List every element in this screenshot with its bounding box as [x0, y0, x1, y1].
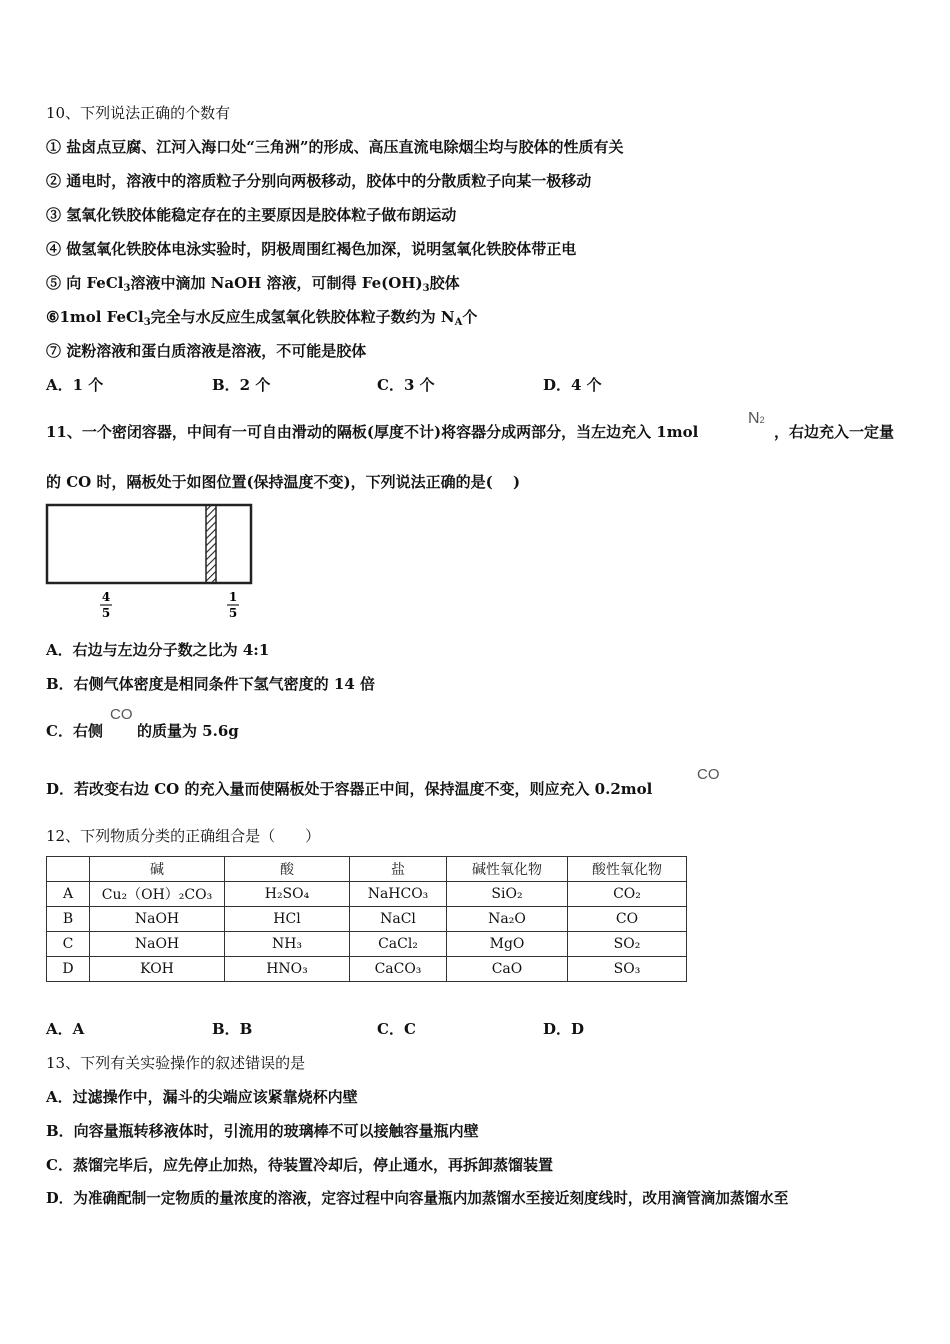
n2-subscript: 2: [759, 415, 765, 425]
header-cell: 酸性氧化物: [568, 857, 687, 882]
cell-salt: NaHCO₃: [350, 882, 447, 907]
cell-base: NaOH: [90, 932, 225, 957]
q10-s6-sub: 3: [143, 317, 151, 328]
cell-salt: CaCO₃: [350, 957, 447, 982]
q12-option-d[interactable]: D．D: [543, 1020, 585, 1038]
q11-option-c[interactable]: [46, 721, 239, 741]
q10-option-c[interactable]: C．3 个: [377, 376, 435, 394]
fraction-right-denominator: 5: [228, 606, 238, 620]
fraction-right-numerator: 1: [228, 590, 238, 604]
q13-stem: 13、下列有关实验操作的叙述错误的是: [46, 1054, 306, 1072]
q12-option-b[interactable]: B．B: [212, 1020, 253, 1038]
cell-salt: NaCl: [350, 907, 447, 932]
row-label: A: [47, 882, 90, 907]
q11-option-c-suffix: 的质量为 5.6g: [136, 722, 239, 740]
fraction-left-denominator: 5: [101, 606, 111, 620]
q11-option-a[interactable]: A．右边与左边分子数之比为 4:1: [46, 641, 270, 659]
cell-base: KOH: [90, 957, 225, 982]
header-cell: [47, 857, 90, 882]
q11-n2-formula: [748, 410, 765, 428]
q10-s5-part: ⑤ 向 FeCl: [46, 274, 124, 292]
q10-option-d[interactable]: D．4 个: [543, 376, 602, 394]
cell-base: NaOH: [90, 907, 225, 932]
q10-statement-5: [46, 273, 460, 299]
q11-option-d-co-formula: CO: [697, 766, 720, 783]
q13-option-d[interactable]: D．为准确配制一定物质的量浓度的溶液，定容过程中向容量瓶内加蒸馏水至接近刻度线时，改用滴管滴加蒸馏水至: [46, 1190, 789, 1207]
q12-stem: 12、下列物质分类的正确组合是（ ）: [46, 827, 321, 845]
q13-option-b[interactable]: B．向容量瓶转移液体时，引流用的玻璃棒不可以接触容量瓶内壁: [46, 1122, 479, 1140]
q11-option-b[interactable]: B．右侧气体密度是相同条件下氢气密度的 14 倍: [46, 675, 375, 693]
q12-option-c[interactable]: C．C: [377, 1020, 416, 1038]
q10-statement-4: ④ 做氢氧化铁胶体电泳实验时，阴极周围红褐色加深，说明氢氧化铁胶体带正电: [46, 240, 577, 258]
cell-basic-oxide: Na₂O: [447, 907, 568, 932]
q13-option-a[interactable]: A．过滤操作中，漏斗的尖端应该紧靠烧杯内壁: [46, 1088, 358, 1106]
q10-s5-part: 溶液中滴加 NaOH 溶液，可制得 Fe(OH): [130, 274, 423, 292]
q10-s6-part: 完全与水反应生成氢氧化铁胶体粒子数约为 N: [150, 308, 455, 326]
cell-acid: NH₃: [225, 932, 350, 957]
container-box: [47, 505, 251, 583]
q11-option-d[interactable]: D．若改变右边 CO 的充入量而使隔板处于容器正中间，保持温度不变，则应充入 0.2mol: [46, 780, 653, 798]
cell-salt: CaCl₂: [350, 932, 447, 957]
q10-s5-part: 胶体: [429, 274, 460, 292]
cell-acidic-oxide: CO: [568, 907, 687, 932]
cell-basic-oxide: CaO: [447, 957, 568, 982]
container-diagram: [44, 502, 260, 622]
q11-stem-line-1-tail: ，右边充入一定量: [774, 423, 895, 441]
q10-option-a[interactable]: A．1 个: [46, 376, 104, 394]
partition-plate: [206, 505, 216, 583]
q10-statement-3: ③ 氢氧化铁胶体能稳定存在的主要原因是胶体粒子做布朗运动: [46, 206, 457, 224]
q11-stem-line-1: [46, 422, 698, 442]
n2-symbol: N: [748, 410, 760, 427]
q10-statement-7: ⑦ 淀粉溶液和蛋白质溶液是溶液，不可能是胶体: [46, 342, 367, 360]
q10-stem: 10、下列说法正确的个数有: [46, 104, 231, 122]
cell-acid: H₂SO₄: [225, 882, 350, 907]
header-cell: 盐: [350, 857, 447, 882]
q11-option-c-co-formula: CO: [110, 706, 133, 723]
row-label: B: [47, 907, 90, 932]
q10-s5-sub: 3: [422, 283, 430, 294]
table-row: [47, 907, 687, 932]
classification-table: [46, 856, 687, 982]
q10-statement-2: ② 通电时，溶液中的溶质粒子分别向两极移动，胶体中的分散质粒子向某一极移动: [46, 172, 592, 190]
table-header-row: [47, 857, 687, 882]
cell-acid: HNO₃: [225, 957, 350, 982]
q13-option-c[interactable]: C．蒸馏完毕后，应先停止加热，待装置冷却后，停止通水，再拆卸蒸馏装置: [46, 1156, 553, 1174]
header-cell: 碱性氧化物: [447, 857, 568, 882]
cell-basic-oxide: MgO: [447, 932, 568, 957]
header-cell: 酸: [225, 857, 350, 882]
q10-s6-part: ⑥1mol FeCl: [46, 308, 144, 326]
cell-acidic-oxide: SO₃: [568, 957, 687, 982]
cell-acid: HCl: [225, 907, 350, 932]
table-row: [47, 957, 687, 982]
row-label: C: [47, 932, 90, 957]
table-row: [47, 932, 687, 957]
cell-acidic-oxide: SO₂: [568, 932, 687, 957]
cell-base: Cu₂（OH）₂CO₃: [90, 882, 225, 907]
cell-acidic-oxide: CO₂: [568, 882, 687, 907]
q10-s6-part: 个: [462, 308, 478, 326]
q10-s5-sub: 3: [123, 283, 131, 294]
q12-option-a[interactable]: A．A: [46, 1020, 85, 1038]
q10-s6-sub: A: [454, 317, 463, 328]
q11-option-c-prefix: C．右侧: [46, 722, 103, 740]
table-row: [47, 882, 687, 907]
fraction-left-numerator: 4: [101, 590, 111, 604]
header-cell: 碱: [90, 857, 225, 882]
q10-statement-6: [46, 307, 477, 333]
q11-stem-part: 11、一个密闭容器，中间有一可自由滑动的隔板(厚度不计)将容器分成两部分，当左边充入 1mol: [46, 423, 699, 441]
q10-option-b[interactable]: B．2 个: [212, 376, 271, 394]
q10-statement-1: ① 盐卤点豆腐、江河入海口处“三角洲”的形成、高压直流电除烟尘均与胶体的性质有关: [46, 138, 624, 156]
row-label: D: [47, 957, 90, 982]
q11-stem-line-2: 的 CO 时，隔板处于如图位置(保持温度不变)，下列说法正确的是( ): [46, 473, 521, 491]
cell-basic-oxide: SiO₂: [447, 882, 568, 907]
